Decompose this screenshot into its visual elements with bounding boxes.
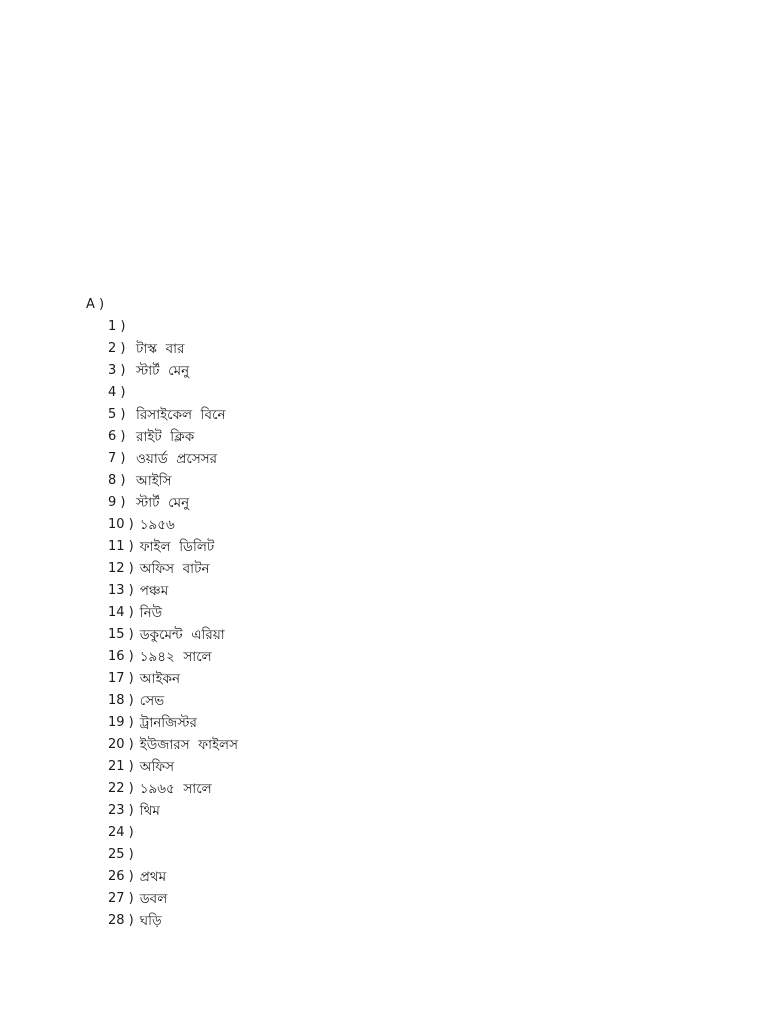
answer-item (108, 910, 238, 932)
answer-number: 8 ) (108, 473, 126, 488)
answer-number: 3 ) (108, 363, 126, 378)
answer-number: 2 ) (108, 341, 126, 356)
answer-number: 20 ) (108, 737, 134, 752)
section-heading: A ) (86, 297, 105, 312)
answer-number: 9 ) (108, 495, 126, 510)
answer-item (108, 360, 238, 382)
answer-item (108, 690, 238, 712)
answer-text: ডবল (139, 891, 168, 907)
answer-number: 19 ) (108, 715, 134, 730)
answer-item (108, 558, 238, 580)
answer-number: 11 ) (108, 539, 134, 554)
answer-number: 17 ) (108, 671, 134, 686)
answer-text: ওয়ার্ড প্রসেসর (136, 451, 218, 467)
answer-text: অফিস (139, 759, 175, 775)
answer-text: অফিস বাটন (139, 561, 210, 577)
answer-item (108, 800, 238, 822)
answer-number: 16 ) (108, 649, 134, 664)
answer-text: থিম (139, 803, 160, 819)
answer-item (108, 426, 238, 448)
answer-item (108, 580, 238, 602)
answer-item (108, 668, 238, 690)
answer-number: 5 ) (108, 407, 126, 422)
answer-item (108, 536, 238, 558)
answer-number: 15 ) (108, 627, 134, 642)
answer-number: 6 ) (108, 429, 126, 444)
answer-text: পঞ্চম (139, 583, 169, 599)
answer-item (108, 822, 238, 844)
answer-text: ১৯৬৫ সালে (139, 781, 212, 797)
answer-text: প্রথম (139, 869, 167, 885)
answer-text: ফাইল ডিলিট (139, 539, 215, 555)
answer-item (108, 888, 238, 910)
answer-number: 23 ) (108, 803, 134, 818)
answer-number: 24 ) (108, 825, 134, 840)
answer-item (108, 448, 238, 470)
answer-item (108, 646, 238, 668)
answer-number: 21 ) (108, 759, 134, 774)
answer-item (108, 602, 238, 624)
answer-number: 13 ) (108, 583, 134, 598)
answer-number: 26 ) (108, 869, 134, 884)
answer-text: স্টার্ট মেনু (136, 363, 190, 379)
answer-text: ১৯৪২ সালে (139, 649, 212, 665)
answer-text: ট্রানজিস্টর (139, 715, 197, 731)
answer-item (108, 404, 238, 426)
answer-number: 12 ) (108, 561, 134, 576)
answer-item (108, 382, 238, 404)
answer-item (108, 514, 238, 536)
answer-text: ১৯৫৬ (139, 517, 175, 533)
answer-item (108, 866, 238, 888)
answer-item (108, 734, 238, 756)
answer-text: আইসি (136, 473, 172, 489)
answer-number: 25 ) (108, 847, 134, 862)
answer-text: ডকুমেন্ট এরিয়া (139, 627, 225, 643)
answer-text: আইকন (139, 671, 181, 687)
answer-number: 18 ) (108, 693, 134, 708)
answer-text: ইউজারস ফাইলস (139, 737, 238, 753)
answer-item (108, 470, 238, 492)
answer-number: 28 ) (108, 913, 134, 928)
answer-text: টাস্ক বার (136, 341, 185, 357)
answer-text: নিউ (139, 605, 163, 621)
answer-number: 14 ) (108, 605, 134, 620)
answer-number: 7 ) (108, 451, 126, 466)
answer-item (108, 316, 238, 338)
answer-item (108, 712, 238, 734)
answer-list (108, 316, 238, 932)
answer-text: সেভ (139, 693, 165, 709)
answer-item (108, 624, 238, 646)
answer-number: 22 ) (108, 781, 134, 796)
answer-number: 4 ) (108, 385, 126, 400)
answer-text: রাইট ক্লিক (136, 429, 195, 445)
answer-item (108, 492, 238, 514)
answer-item (108, 338, 238, 360)
answer-text: স্টার্ট মেনু (136, 495, 190, 511)
answer-number: 10 ) (108, 517, 134, 532)
answer-item (108, 756, 238, 778)
answer-item (108, 844, 238, 866)
answer-text: ঘড়ি (139, 913, 162, 929)
answer-number: 1 ) (108, 319, 126, 334)
answer-number: 27 ) (108, 891, 134, 906)
answer-item (108, 778, 238, 800)
answer-text: রিসাইকেল বিনে (136, 407, 226, 423)
